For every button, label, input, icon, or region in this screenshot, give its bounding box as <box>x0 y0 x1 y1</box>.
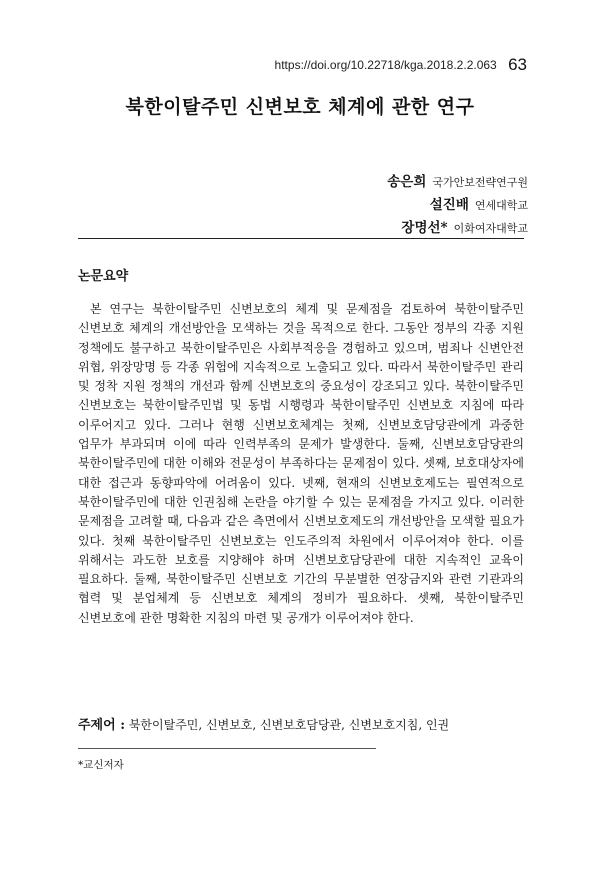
abstract-heading: 논문요약 <box>78 269 129 284</box>
author-affiliation: 국가안보전략연구원 <box>432 176 528 189</box>
footnote: *교신저자 <box>78 759 124 771</box>
abstract-body: 본 연구는 북한이탈주민 신변보호의 체계 및 문제점을 검토하여 북한이탈주민 신변보호 체계의 개선방안을 모색하는 것을 목적으로 한다. 그동안 정부의 각종 지원 정책에도 불구하고 북한이탈주민은 사회부적응을 경험하고 있으며, 범죄나 신변안전 위협, 위장망명 등 각종 위험에 지속적으로 노출되고 있다. 따라서 북한이탈주민 관리 및 정착 지원 정책의 개선과 함께 신변보호의 중요성이 강조되고 있다. 북한이탈주민 신변보호는 북한이탈주민법 및 동법 시행령과 북한이탈주민 신변보호 지침에 따라 이루어지고 있다. 그러나 현행 신변보호체계는 첫째, 신변보호담당관에게 과중한 업무가 부과되며 이에 따라 인력부족의 문제가 발생한다. 둘째, 신변보호담당관의 북한이탈주민에 대한 이해와 전문성이 부족하다는 문제점이 있다. 셋째, 보호대상자에 대한 접근과 동향파악에 어려움이 있다. 넷째, 현재의 신변보호제도는 필연적으로 북한이탈주민에 대한 인권침해 논란을 야기할 수 있는 문제점을 가지고 있다. 이러한 문제점을 고려할 때, 다음과 같은 측면에서 신변보호제도의 개선방안을 모색할 필요가 있다. 첫째 북한이탈주민 신변보호는 인도주의적 차원에서 이루어져야 한다. 이를 위해서는 과도한 보호를 지양해야 하며 신변보호담당관에 대한 지속적인 교육이 필요하다. 둘째, 북한이탈주민 신변보호 기간의 무분별한 연장금지와 관련 기관과의 협력 및 분업체계 등 신변보호 체계의 정비가 필요하다. 셋째, 북한이탈주민 신변보호에 관한 명확한 지침의 마련 및 공개가 이루어져야 한다. <box>78 302 524 625</box>
author-2 <box>387 193 528 216</box>
author-3 <box>387 216 528 239</box>
author-name: 설진배 <box>429 197 469 213</box>
running-header <box>0 54 527 74</box>
author-affiliation: 연세대학교 <box>474 199 528 212</box>
author-affiliation: 이화여자대학교 <box>453 222 528 235</box>
keywords-text: 북한이탈주민, 신변보호, 신변보호담당관, 신변보호지침, 인권 <box>128 718 450 732</box>
footnote-divider <box>78 748 376 749</box>
author-list <box>387 170 528 239</box>
author-name: 송은희 <box>387 174 427 190</box>
author-1 <box>387 170 528 193</box>
doi-link[interactable]: https://doi.org/10.22718/kga.2018.2.2.063 <box>274 58 497 72</box>
keywords <box>78 714 528 733</box>
paper-title: 북한이탈주민 신변보호 체계에 관한 연구 <box>125 96 475 118</box>
page-number: 63 <box>508 55 527 74</box>
author-name: 장명선* <box>401 220 448 236</box>
header-divider <box>78 238 524 239</box>
keywords-label: 주제어 : <box>78 718 125 733</box>
